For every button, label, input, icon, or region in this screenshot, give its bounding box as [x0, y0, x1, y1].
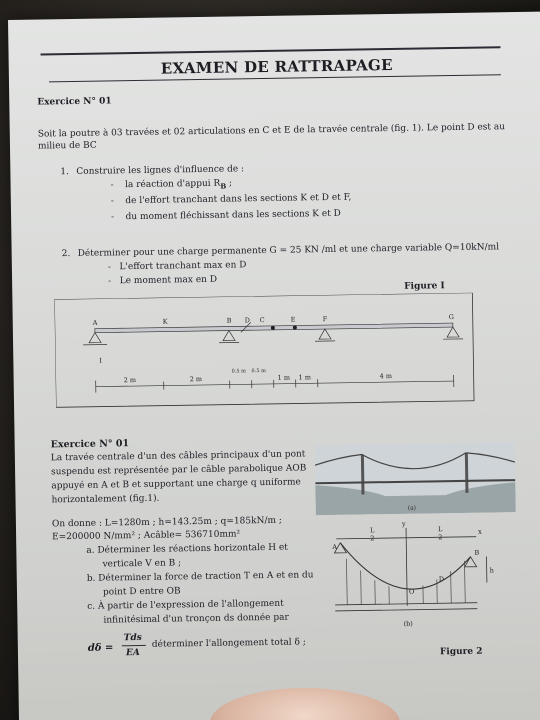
exercise-heading: Exercice N° 01 [37, 96, 112, 108]
paragraph-line: horizontalement (fig.1). [51, 493, 160, 506]
point-label: B [474, 548, 480, 557]
point-label: K [162, 317, 168, 326]
point-label: G [448, 313, 454, 322]
axis-label: y [401, 519, 406, 528]
point-label: D [438, 575, 445, 584]
dimension-label: 2 [370, 534, 375, 543]
dimension-line [96, 381, 454, 387]
dimension-label: 0.5 m [251, 367, 266, 375]
dimension-label: h [489, 566, 494, 575]
sub-question-b: b. Déterminer la force de traction T en A et en du [86, 570, 314, 584]
formula-lhs: dδ = [87, 642, 114, 654]
exercise-intro-line2: milieu de BC [37, 140, 97, 152]
list-item: - du moment fléchissant dans les sections K et D [111, 208, 341, 223]
point-label: D [244, 316, 251, 325]
dimension-label: 1 m [277, 373, 291, 382]
sub-question-b-cont: point D entre OB [102, 586, 181, 598]
fraction-bar [122, 645, 146, 646]
point-label: O [408, 587, 415, 596]
figure-caption: (a) [407, 504, 417, 512]
exam-sheet [8, 12, 540, 720]
list-item: - de l'effort tranchant dans les sections K et D et F, [110, 192, 352, 207]
exercise-heading: Exercice N° 01 [50, 438, 130, 451]
exercise-intro-line1: Soit la poutre à 03 travées et 02 articulations en C et E de la travée centrale (fig. 1). Le point D est au [37, 122, 506, 140]
axis-label: x [478, 527, 482, 536]
given-data-line: On donne : L=1280m ; h=143.25m ; q=185kN/m ; [51, 515, 282, 530]
dimension-label: 4 m [379, 372, 393, 381]
support-b [223, 330, 235, 340]
figure-caption: (b) [403, 619, 413, 628]
given-data-line: E=200000 N/mm² ; Acâble= 536710mm² [52, 529, 241, 543]
question-1-number: 1. [60, 167, 70, 178]
point-label: C [259, 316, 265, 325]
figure-frame [54, 293, 474, 408]
dimension-label: L [437, 525, 443, 534]
sub-question-a-cont: verticale V en B ; [102, 558, 182, 570]
paragraph-line: suspendu est représentée par le câble parabolique AOB [51, 463, 307, 478]
top-rule [41, 46, 501, 55]
dimension-label: 2 m [123, 376, 137, 385]
sub-question-a: a. Déterminer les réactions horizontale H et [86, 542, 288, 556]
support-f [319, 329, 331, 339]
point-label: B [226, 316, 232, 325]
figure-2a-bridge-image [315, 442, 516, 515]
figure-2-label: Figure 2 [439, 646, 483, 658]
point-label: A [92, 318, 98, 327]
formula-numerator: Tds [123, 632, 142, 644]
point-label: E [290, 315, 296, 324]
dimension-label: 2 [438, 533, 443, 542]
question-2-text: Déterminer pour une charge permanente G = 25 KN /ml et une charge variable Q=10kN/ml [77, 242, 500, 259]
question-2-number: 2. [61, 249, 71, 260]
paragraph-line: appuyé en A et B et supportant une charge q uniforme [51, 477, 301, 492]
list-item: - Le moment max en D [108, 274, 218, 287]
formula-rhs: déterminer l'allongement total δ ; [151, 637, 306, 650]
paragraph-line: La travée centrale d'un des câbles principaux d'un pont [50, 449, 306, 464]
figure-2b-cable-diagram [326, 516, 508, 639]
support-g [447, 327, 459, 337]
question-1-text: Construire les lignes d'influence de : [76, 164, 245, 177]
figure-1-label: Figure I [404, 281, 445, 292]
list-item: - L'effort tranchant max en D [107, 260, 247, 273]
formula-denominator: EA [125, 648, 140, 659]
sub-question-c: c. À partir de l'expression de l'allongement [87, 598, 284, 612]
sub-question-c-cont: infinitésimal d'un tronçon ds donnée par [103, 612, 289, 626]
dimension-label: L [369, 526, 375, 535]
list-item: - la réaction d'appui $R_B$ ; [110, 178, 233, 191]
figure-1-beam-diagram [54, 293, 476, 410]
exam-title: EXAMEN DE RATTRAPAGE [160, 55, 393, 78]
dimension-label: 1 m [298, 373, 312, 382]
point-label: A [332, 542, 338, 551]
support-a [89, 333, 101, 343]
section-mark: I [99, 356, 103, 365]
dimension-label: 0.5 m [231, 368, 246, 375]
point-label: F [322, 315, 328, 324]
dimension-label: 2 m [189, 374, 203, 384]
